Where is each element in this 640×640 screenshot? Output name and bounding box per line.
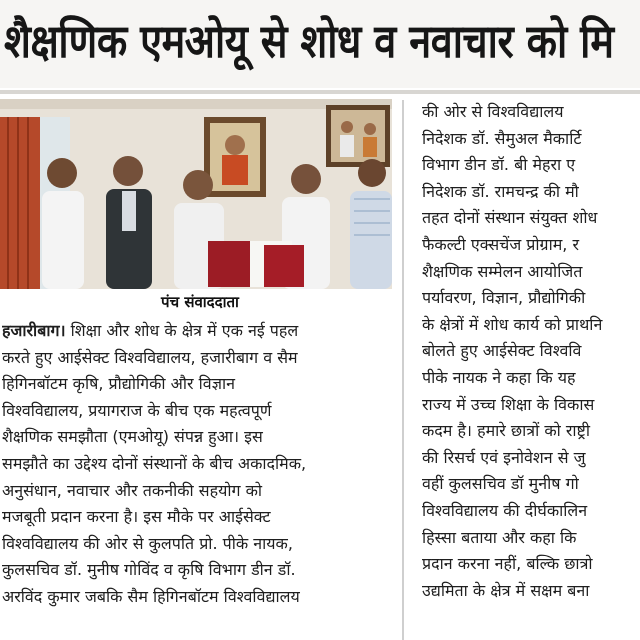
body-line: पर्यावरण, विज्ञान, प्रौद्योगिकी <box>422 288 586 308</box>
body-line: हिस्सा बताया और कहा कि <box>422 527 577 547</box>
headline-rule <box>0 90 640 94</box>
article-body-left <box>2 318 394 640</box>
body-line: निदेशक डॉ. सैमुअल मैकार्टि <box>422 128 582 148</box>
body-line: अनुसंधान, नवाचार और तकनीकी सहयोग को <box>2 480 263 500</box>
body-line: विश्वविद्यालय, प्रयागराज के बीच एक महत्वपूर्ण <box>2 400 272 420</box>
dateline: हजारीबाग। <box>2 321 66 340</box>
body-line: अरविंद कुमार जबकि सैम हिगिनबॉटम विश्वविद्यालय <box>2 586 300 606</box>
body-line: विभाग डीन डॉ. बी मेहरा ए <box>422 155 576 175</box>
headline: शैक्षणिक एमओयू से शोध व नवाचार को मि <box>4 14 614 68</box>
body-line: निदेशक डॉ. रामचन्द्र की मौ <box>422 181 579 201</box>
article-body-right <box>422 99 640 640</box>
body-line: के क्षेत्रों में शोध कार्य को प्राथनि <box>422 314 603 334</box>
news-photo <box>0 99 392 289</box>
body-line: प्रदान करना नहीं, बल्कि छात्रो <box>422 554 593 574</box>
body-line: तहत दोनों संस्थान संयुक्त शोध <box>422 208 598 228</box>
body-line: कुलसचिव डॉ. मुनीष गोविंद व कृषि विभाग डीन डॉ. <box>2 560 296 580</box>
body-line: की रिसर्च एवं इनोवेशन से जु <box>422 447 586 467</box>
body-line: शैक्षणिक समझौता (एमओयू) संपन्न हुआ। इस <box>2 427 263 447</box>
headline-banner <box>0 0 640 88</box>
body-line: समझौते का उद्देश्य दोनों संस्थानों के बीच अकादमिक, <box>2 453 307 473</box>
body-line: वहीं कुलसचिव डॉ मुनीष गो <box>422 474 579 494</box>
body-line: शैक्षणिक सम्मेलन आयोजित <box>422 261 583 281</box>
byline: पंच संवाददाता <box>161 293 239 311</box>
column-divider <box>402 100 404 640</box>
body-line: राज्य में उच्च शिक्षा के विकास <box>422 394 595 414</box>
body-line: बोलते हुए आईसेक्ट विश्ववि <box>422 341 582 361</box>
body-line: करते हुए आईसेक्ट विश्वविद्यालय, हजारीबाग व सैम <box>2 347 298 367</box>
body-line: विश्वविद्यालय की दीर्घकालिन <box>422 500 588 520</box>
body-line: मजबूती प्रदान करना है। इस मौके पर आईसेक्ट <box>2 507 271 527</box>
body-line <box>2 318 394 345</box>
body-line: उद्यमिता के क्षेत्र में सक्षम बना <box>422 580 590 600</box>
body-line: हिगिनबॉटम कृषि, प्रौद्योगिकी और विज्ञान <box>2 374 235 394</box>
body-line: फैकल्टी एक्सचेंज प्रोग्राम, र <box>422 234 580 254</box>
body-line: पीके नायक ने कहा कि यह <box>422 367 576 387</box>
body-line: की ओर से विश्वविद्यालय <box>422 102 564 121</box>
body-line: विश्वविद्यालय की ओर से कुलपति प्रो. पीके नायक, <box>2 533 293 553</box>
body-line-text: शिक्षा और शोध के क्षेत्र में एक नई पहल <box>65 321 299 340</box>
body-line: कदम है। हमारे छात्रों को राष्ट्री <box>422 421 591 441</box>
